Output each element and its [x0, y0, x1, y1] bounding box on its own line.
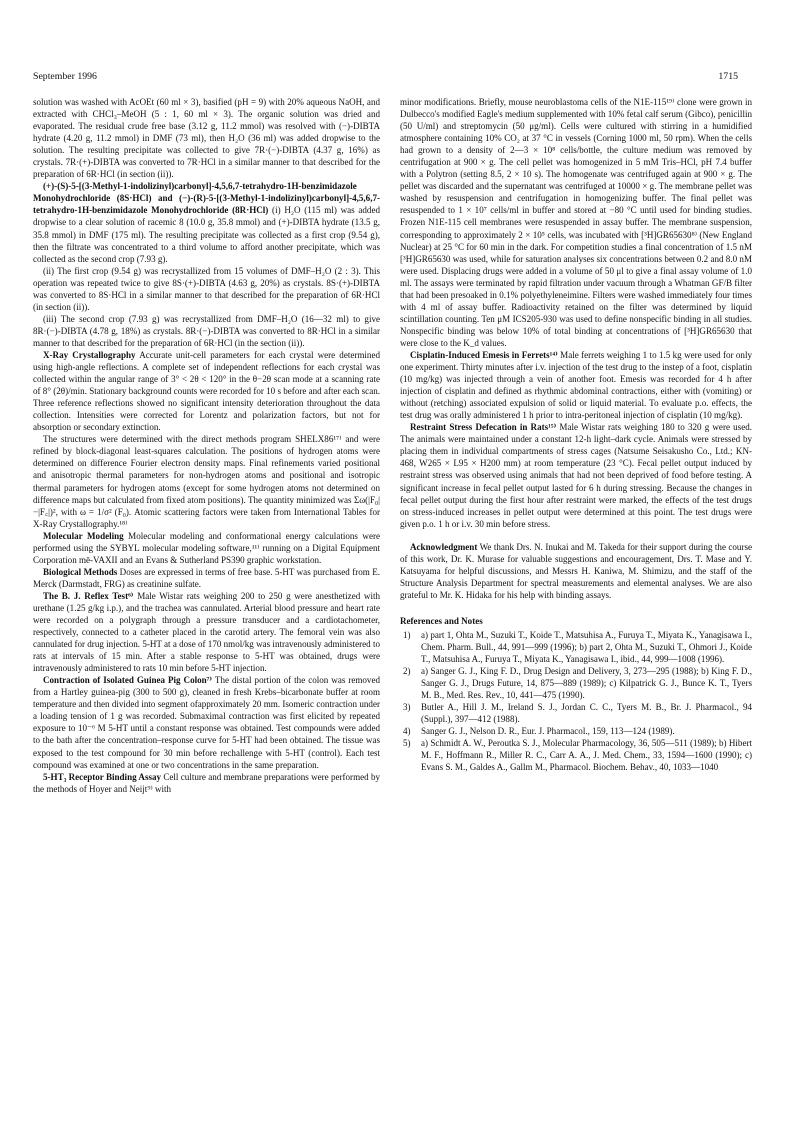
- paragraph: [400, 421, 752, 529]
- paragraph: [400, 349, 752, 421]
- left-column: [33, 96, 380, 795]
- paragraph: [33, 771, 380, 795]
- paragraph: [33, 433, 380, 529]
- reference-item: [400, 629, 752, 665]
- section-heading: 5-HT₃ Receptor Binding Assay: [43, 771, 162, 782]
- paragraph: [33, 674, 380, 770]
- paragraph-text: Cell culture and membrane preparations were performed by the methods of Hoyer and Neijt⁹⁾ with: [33, 771, 381, 794]
- paragraph: [33, 349, 380, 433]
- paragraph-text: (ii) The first crop (9.54 g) was recrystallized from 15 volumes of DMF–H₂O (2 : 3). This operation was repeated twice to give 8S·(+)-DIBTA (4.63 g, 20%) as crystals. 8S·(+)-DIBTA was converted to 8S·HCl in a similar manner to that described for the preparation of 6R·HCl (in section (ii)).: [33, 265, 380, 312]
- reference-text: a) Sanger G. J., King F. D., Drug Design and Delivery, 3, 273—295 (1988); b) King F. D., Sanger G. J., Drugs Future, 14, 875—889 (1989); c) Kilpatrick G. J., Bunce K. T., Tyers M. B., Med. Res. Rev., 10, 441—475 (1990).: [421, 666, 752, 701]
- paragraph: [33, 590, 380, 674]
- paragraph: [33, 96, 380, 180]
- page-number: 1715: [718, 71, 738, 82]
- paragraph-text: Male ferrets weighing 1 to 1.5 kg were used for only one experiment. Thirty minutes after i.v. injection of the test drug to the instep of a foot, cisplatin (10 mg/kg) was injected through a vein of another foot. Emesis was recorded for 4 h after injection of cisplatin and defined as rhythmic abdominal contractions, either with (vomiting) or without (retching) associated expulsion of solid or liquid material. To evaluate p.o. effects, the test drug was orally administered 1 h prior to intra-peritoneal injection of cisplatin (10 mg/kg).: [400, 349, 752, 421]
- reference-number: 2): [403, 666, 411, 677]
- paragraph: [33, 566, 380, 590]
- paragraph-text: minor modifications. Briefly, mouse neuroblastoma cells of the N1E-115¹⁹⁾ clone were grown in Dulbecco's modified Eagle's medium supplemented with 10% fetal calf serum (Gibco), penicillin (50 U/ml) and streptomycin (50 μg/ml). Cells were cultured with stirring in a humidified atmosphere containing 10% CO₂ at 37 °C in vessels (Corning 1000 ml, 50 rpm). When the cells had grown to a density of 2—3 × 10⁸ cells/bottle, the culture medium was removed by centrifugation at 900 × g. The cell pellet was homogenized in 5 mM Tris–HCl, pH 7.4 buffer with a Polytron (setting 8.5, 2 × 10 s). The homogenate was centrifuged again at 900 × g. The pellet was discarded and the supernatant was centrifuged at 10000 × g. The membrane pellet was washed by resuspension and centrifugation in homogenizing buffer. The final pellet was resuspended to 1 × 10⁷ cells/ml in buffer and stored at −80 °C until used for binding studies. Frozen N1E-115 cell membranes were resuspended in assay buffer. The membrane suspension, corresponding to approximately 2 × 10⁵ cells, was incubated with [³H]GR65630⁸⁾ (New England Nuclear) at 25 °C for 60 min in the dark. For competition studies a final concentration of 1.5 nM [³H]GR65630 was used, while for saturation analyses six concentrations between 0.2 and 8.0 nM were used. Displacing drugs were added in a volume of 50 μl to give a final assay volume of 1.0 ml. The assays were terminated by rapid filtration under vacuum through a Whatman GF/B filter that had been presoaked in 0.1% polyethyleneimine. Filters were washed immediately four times with 4 ml of assay buffer. Radioactivity retained on the filter was determined by liquid scintillation counting. Ten μM ICS205-930 was used to define nonspecific binding in all studies. Nonspecific binding was below 10% of total binding at concentrations of [³H]GR65630 that were close to the K_d values.: [400, 97, 752, 348]
- running-header-date: September 1996: [33, 71, 97, 82]
- section-heading: Cisplatin-Induced Emesis in Ferrets¹⁴⁾: [410, 349, 558, 360]
- section-heading: Acknowledgment: [410, 541, 478, 552]
- paragraph-text: Doses are expressed in terms of free base. 5-HT was purchased from E. Merck (Darmstadt, FRG) as creatinine sulfate.: [33, 566, 380, 589]
- paragraph: [33, 180, 380, 264]
- reference-item: [400, 737, 752, 773]
- reference-text: a) Schmidt A. W., Peroutka S. J., Molecular Pharmacology, 36, 505—511 (1989); b) Hibert M. F., Hoffmann R., Miller R. C., Carr A. A., J. Med. Chem., 33, 1594—1600 (1990); c) Evans S. M., Galdes A., Gallm M., Pharmacol. Biochem. Behav., 40, 1033—1040: [421, 738, 752, 773]
- section-heading: Contraction of Isolated Guinea Pig Colon⁷⁾: [43, 675, 213, 686]
- paragraph-text: The structures were determined with the direct methods program SHELX86¹⁷⁾ and were refined by block-diagonal least-squares calculation. The positions of hydrogen atoms were determined on difference Fourier electron density maps. Final refinements varied positional and anisotropic thermal parameters for non-hydrogen atoms and positional and isotropic thermal parameters for hydrogen atoms (except for some hydrogen atoms not determined on difference maps but calculated from fixed atom positions). The quantity minimized was Σω(|F₀|−|F꜀|)², with ω = 1/σ² (F₀). Atomic scattering factors were taken from International Tables for X-Ray Crystallography.¹⁸⁾: [33, 434, 380, 529]
- right-column: [400, 96, 752, 774]
- section-heading: X-Ray Crystallography: [43, 349, 136, 360]
- paragraph-text: solution was washed with AcOEt (60 ml × 3), basified (pH = 9) with 20% aqueous NaOH, and extracted with CHCl₃–MeOH (5 : 1, 60 ml × 3). The organic solution was dried and evaporated. The residual crude free base (3.12 g, 11.2 mmol) was resolved with (−)-DIBTA hydrate (4.20 g, 11.2 mmol) in DMF (73 ml), then H₂O (36 ml) was added dropwise to the solution. The resulting precipitate was collected to give 7R·(−)-DIBTA (4.37 g, 16%) as crystals. 7R·(+)-DIBTA was converted to 7R·HCl in a similar manner to that described for the preparation of 6R·HCl (in section (ii)).: [33, 97, 380, 180]
- reference-number: 4): [403, 726, 411, 737]
- paragraph: [33, 265, 380, 313]
- section-heading: The B. J. Reflex Test⁶⁾: [43, 590, 134, 601]
- reference-number: 3): [403, 702, 411, 713]
- reference-text: a) part 1, Ohta M., Suzuki T., Koide T., Matsuhisa A., Furuya T., Miyata K., Yanagisawa I., Chem. Pharm. Bull., 44, 991—999 (1996); b) part 2, Ohta M., Suzuki T., Ohmori J., Koide T., Matsuhisa A., Furuya T., Miyata K., Yanagisawa I., ibid., 44, 999—1008 (1996).: [421, 629, 752, 665]
- paragraph: [33, 530, 380, 566]
- paragraph-text: Molecular modeling and conformational energy calculations were performed using the SYBYL molecular modeling software,¹¹⁾ running on a Digital Equipment Corporation mē-VAXII and an Evans & Sutherland PS390 graphic workstation.: [33, 530, 380, 565]
- section-heading: (+)-(S)-5-[(3-Methyl-1-indolizinyl)carbonyl]-4,5,6,7-tetrahydro-1H-benzimidazole Monohydrochloride (8S·HCl) and (−)-(R)-5-[(3-Methyl-1-indolizinyl)carbonyl]-4,5,6,7-tetrahydro-1H-benzimidazole Monohydrochloride (8R·HCl): [33, 181, 380, 216]
- reference-number: 1): [403, 629, 411, 640]
- paragraph-text: The distal portion of the colon was removed from a Hartley guinea-pig (300 to 500 g), cleaned in fresh Krebs–bicarbonate buffer at room temperature and then divided into segment ofapproximately 20 mm. Isomeric contraction under a loading tension of 1 g was recorded. Submaximal contraction was first elicited by repeated exposure to 10⁻⁶ M 5-HT until a constant response was obtained. Test compounds were added to the bath after the concentration–response curve for 5-HT had been obtained. The tissue was exposed to the test compound for 30 min before rechallenge with 5-HT (control). Each test compound was examined at one or two concentrations in the same preparation.: [33, 675, 380, 770]
- reference-item: [400, 725, 752, 737]
- section-heading: Molecular Modeling: [43, 530, 124, 541]
- paragraph: [400, 541, 752, 601]
- reference-number: 5): [403, 738, 411, 749]
- reference-item: [400, 701, 752, 725]
- section-heading: Biological Methods: [43, 566, 118, 577]
- paragraph: [33, 313, 380, 349]
- paragraph: [400, 96, 752, 349]
- references-heading: References and Notes: [400, 615, 483, 626]
- paragraph-text: (i) H₂O (115 ml) was added dropwise to a clear solution of racemic 8 (10.0 g, 35.8 mmol) and (+)-DIBTA hydrate (13.5 g, 35.8 mmol) in DMF (175 ml). The resulting precipitate was collected as a first crop (9.54 g), then the filtrate was concentrated to a third volume to afford another precipitate, which was collected as the second crop (7.93 g).: [33, 205, 380, 264]
- reference-text: Butler A., Hill J. M., Ireland S. J., Jordan C. C., Tyers M. B., Br. J. Pharmacol., 94 (Suppl.), 397—412 (1988).: [421, 702, 752, 725]
- reference-item: [400, 665, 752, 701]
- reference-text: Sanger G. J., Nelson D. R., Eur. J. Pharmacol., 159, 113—124 (1989).: [421, 726, 675, 737]
- section-heading: Restraint Stress Defecation in Rats¹⁵⁾: [410, 422, 557, 433]
- paragraph-text: Accurate unit-cell parameters for each crystal were determined using high-angle reflections. A complete set of independent reflections for each crystal was collected within the angular range of 3° < 2θ < 120° in the θ−2θ scan mode at a scanning rate of 8° (2θ)/min. Stationary background counts were recorded for 10 s before and after each scan. Three reference reflections showed no significant intensity deterioration throughout the data collection. Intensities were corrected for Lorentz and polarization factors, but not for absorption or secondary extinction.: [33, 349, 380, 433]
- paragraph-text: Male Wistar rats weighing 180 to 320 g were used. The animals were maintained under a constant 12-h light–dark cycle. Animals were stressed by placing them in individual compartments of stress cages (Natsume Seisakusho Co., Ltd.; KN-468, W265 × L95 × H200 mm) at room temperature (23 °C). Fecal pellet output induced by restraint stress was observed using animals that had not been deprived of food before testing. A significant increase in fecal pellet output lasted for 6 h during stressing. Because the changes in fecal pellet output during the first hour after restraint were marked, the effects of the test drugs on stress-induced increases in pellet output were determined at this point. The test drugs were given p.o. 1 h or i.v. 30 min before stress.: [400, 422, 752, 529]
- paragraph-text: (iii) The second crop (7.93 g) was recrystallized from DMF–H₂O (16—32 ml) to give 8R·(−)-DIBTA (4.78 g, 18%) as crystals. 8R·(−)-DIBTA was converted to 8R·HCl in a similar manner to that described for the preparation of 6R·HCl (in the section (ii)).: [33, 313, 380, 348]
- paragraph-text: Male Wistar rats weighing 200 to 250 g were anesthetized with urethane (1.25 g/kg i.p.), and the trachea was cannulated. Arterial blood pressure and heart rate were recorded on a polygraph through a pressure transducer and a cardiotachometer, respectively, connected to a catheter placed in the carotid artery. The femoral vein was also cannulated for drug injection. 5-HT at a dose of 170 nmol/kg was intravenously administered to rats at intervals of 15 min. After a stable response to 5-HT was obtained, drugs were intravenously administered to rats 10 min before 5-HT injection.: [33, 590, 381, 674]
- paragraph-text: We thank Drs. N. Inukai and M. Takeda for their support during the course of this work, Dr. K. Murase for valuable suggestions and encouragement, Drs. T. Mase and Y. Katsuyama for helpful discussions, and Messrs H. Kaniwa, M. Shimizu, and the staff of the Structure Analysis Department for spectral measurements and elemental analyses. We are also grateful to Mr. K. Hidaka for his help with binding assays.: [400, 541, 752, 600]
